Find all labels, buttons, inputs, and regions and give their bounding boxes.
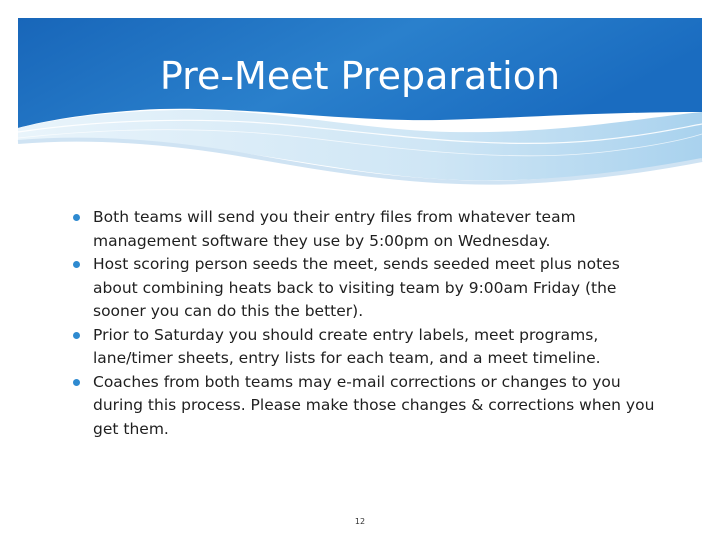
bullet-list <box>70 206 655 441</box>
bullet-text: Prior to Saturday you should create entry labels, meet programs, lane/timer sheets, entry lists for each team, and a meet timeline. <box>93 325 601 367</box>
bullet-item <box>70 324 655 371</box>
page-number: 12 <box>354 517 366 526</box>
bullet-icon <box>73 379 80 386</box>
bullet-text: Both teams will send you their entry files from whatever team management software they use by 5:00pm on Wednesday. <box>93 208 576 250</box>
slide-title: Pre-Meet Preparation <box>159 54 561 98</box>
bullet-icon <box>73 214 80 221</box>
bullet-item <box>70 371 655 442</box>
bullet-icon <box>73 332 80 339</box>
bullet-item <box>70 206 655 253</box>
bullet-item <box>70 253 655 324</box>
bullet-text: Coaches from both teams may e-mail corrections or changes to you during this process. Please make those changes & corrections when you get them. <box>93 372 655 438</box>
bullet-text: Host scoring person seeds the meet, sends seeded meet plus notes about combining heats back to visiting team by 9:00am Friday (the sooner you can do this the better). <box>93 255 620 320</box>
bullet-icon <box>73 261 80 268</box>
